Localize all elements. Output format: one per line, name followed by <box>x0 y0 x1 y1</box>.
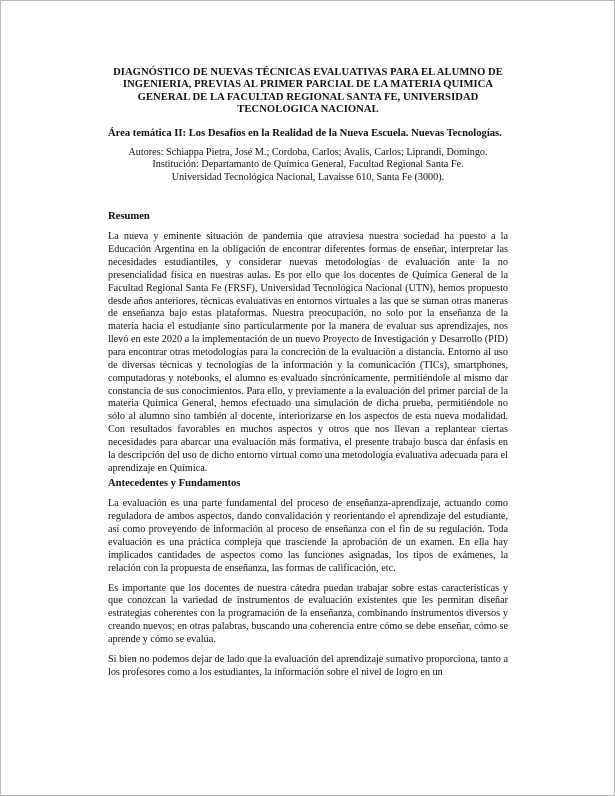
institution-line: Institución: Departamanto de Química General, Facultad Regional Santa Fe. <box>152 159 464 171</box>
abstract-heading: Resumen <box>108 211 150 223</box>
authors-line: Autores: Schiappa Pietra, José M.; Cordoba, Carlos; Avalis, Carlos; Liprandi, Domingo. <box>128 146 488 158</box>
background-heading: Antecedentes y Fundamentos <box>108 478 241 490</box>
background-paragraph-1: La evaluación es una parte fundamental del proceso de enseñanza-aprendizaje, actuando como reguladora de ambos aspectos, dando convalidación y reorientando el aprendizaje del estudiante, así como proveyendo de información al proceso de enseñanza con el fin de su regulación. Toda evaluación es una práctica compleja que trasciende la aprobación de un examen. En ella hay implicados cantidades de aspectos como las funciones asignadas, los tipos de exámenes, la relación con la propuesta de enseñanza, las formas de calificación, etc. <box>108 498 508 574</box>
paper-title: DIAGNÓSTICO DE NUEVAS TÉCNICAS EVALUATIVAS PARA EL ALUMNO DE INGENIERIA, PREVIAS AL PRIMER PARCIAL DE LA MATERIA QUIMICA GENERAL DE LA FACULTAD REGIONAL SANTA FE, UNIVERSIDAD TECNOLOGICA NACIONAL <box>113 67 503 116</box>
document-body <box>108 67 508 679</box>
background-paragraph-3: Si bien no podemos dejar de lado que la evaluación del aprendizaje sumativo proporciona, tanto a los profesores como a los estudiantes, la información sobre el nivel de logro en un <box>108 653 508 678</box>
thematic-area: Área temática II: Los Desafíos en la Realidad de la Nueva Escuela. Nuevas Tecnologías. <box>108 127 502 139</box>
address-line: Universidad Tecnológica Nacional, Lavaisse 610, Santa Fe (3000). <box>171 171 445 183</box>
background-paragraph-2: Es importante que los docentes de nuestra cátedra puedan trabajar sobre estas características y que conozcan la variedad de instrumentos de evaluación existentes que les permitan diseñar estrategias coherentes con la programación de la enseñanza, combinando instrumentos diversos y creando nuevos; en otras palabras, buscando una coherencia entre cómo se debe enseñar, cómo se aprende y cómo se evalúa. <box>108 582 508 645</box>
abstract-paragraph: La nueva y eminente situación de pandemia que atraviesa nuestra sociedad ha puesto a la Educación Argentina en la obligación de encontrar diferentes formas de enseñar, interpretar las necesidades estudiantiles, y considerar nuevas metodologías de evaluación ante la no presencialidad física en nuestras aulas. Es por ello que los docentes de Química General de la Facultad Regional Santa Fe (FRSF), Universidad Tecnológica Nacional (UTN), hemos propuesto desde años anteriores, técnicas evaluativas en entornos virtuales a las que se suman otras maneras de enseñanza bajo estas plataformas. Nuestra preocupación, no solo por la enseñanza de la materia hacia el estudiante sino particularmente por la manera de evaluar sus aprendizajes, nos llevó en este 2020 a la implementación de un nuevo Proyecto de Investigación y Desarrollo (PID) para encontrar otras metodologías para la concreción de la evaluación a distancia. Entorno al uso de diversas técnicas y tecnologías de la información y la comunicación (TICs), smartphones, computadoras y notebooks, el alumno es evaluado sincrónicamente, permitiéndole al mismo dar constancia de sus conocimientos. Para ello, y previamente a la evaluación del primer parcial de la materia Química General, hemos efectuado una simulación de dicha prueba, permitiéndole no sólo al alumno sino también al docente, interiorizarse en los aspectos de esta nueva modalidad. Con resultados favorables en muchos aspectos y otros que nos llevan a replantear ciertas necesidades para abarcar una evaluación más formativa, el presente trabajo busca dar énfasis en la descripción del uso de dicho entorno virtual como una metodología evaluativa adecuada para el aprendizaje en Química. <box>108 231 508 474</box>
author-block <box>108 147 508 185</box>
